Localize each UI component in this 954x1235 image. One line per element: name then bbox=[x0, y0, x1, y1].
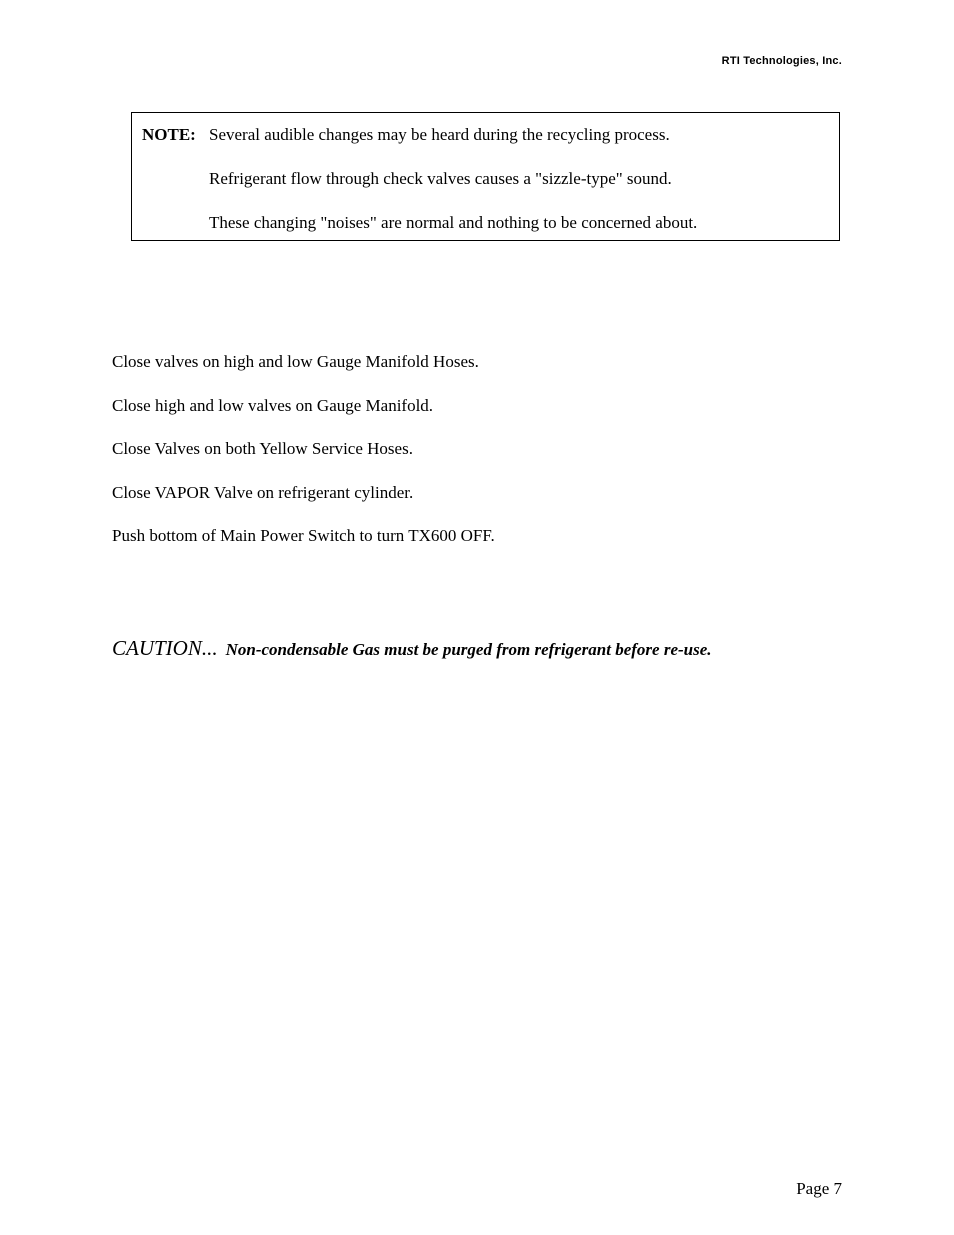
step-item: Close high and low valves on Gauge Manifold. bbox=[112, 395, 434, 415]
note-line: These changing "noises" are normal and nothing to be concerned about. bbox=[209, 213, 698, 232]
step-item: Push bottom of Main Power Switch to turn TX600 OFF. bbox=[112, 526, 495, 545]
step-item: Close valves on high and low Gauge Manifold Hoses. bbox=[112, 352, 479, 371]
procedure-steps bbox=[112, 352, 495, 570]
step-item: Close VAPOR Valve on refrigerant cylinder. bbox=[112, 482, 414, 502]
note-line: Refrigerant flow through check valves causes a "sizzle-type" sound. bbox=[209, 169, 672, 188]
note-line: Several audible changes may be heard during the recycling process. bbox=[209, 125, 670, 144]
step-item: Close Valves on both Yellow Service Hoses. bbox=[112, 439, 413, 458]
caution-notice bbox=[112, 636, 712, 661]
caution-label: CAUTION... bbox=[112, 636, 218, 660]
page-number: Page 7 bbox=[796, 1179, 842, 1198]
note-box bbox=[131, 112, 840, 241]
company-header: RTI Technologies, Inc. bbox=[721, 55, 842, 67]
caution-text: Non-condensable Gas must be purged from refrigerant before re-use. bbox=[225, 640, 712, 659]
note-label: NOTE: bbox=[142, 125, 196, 144]
